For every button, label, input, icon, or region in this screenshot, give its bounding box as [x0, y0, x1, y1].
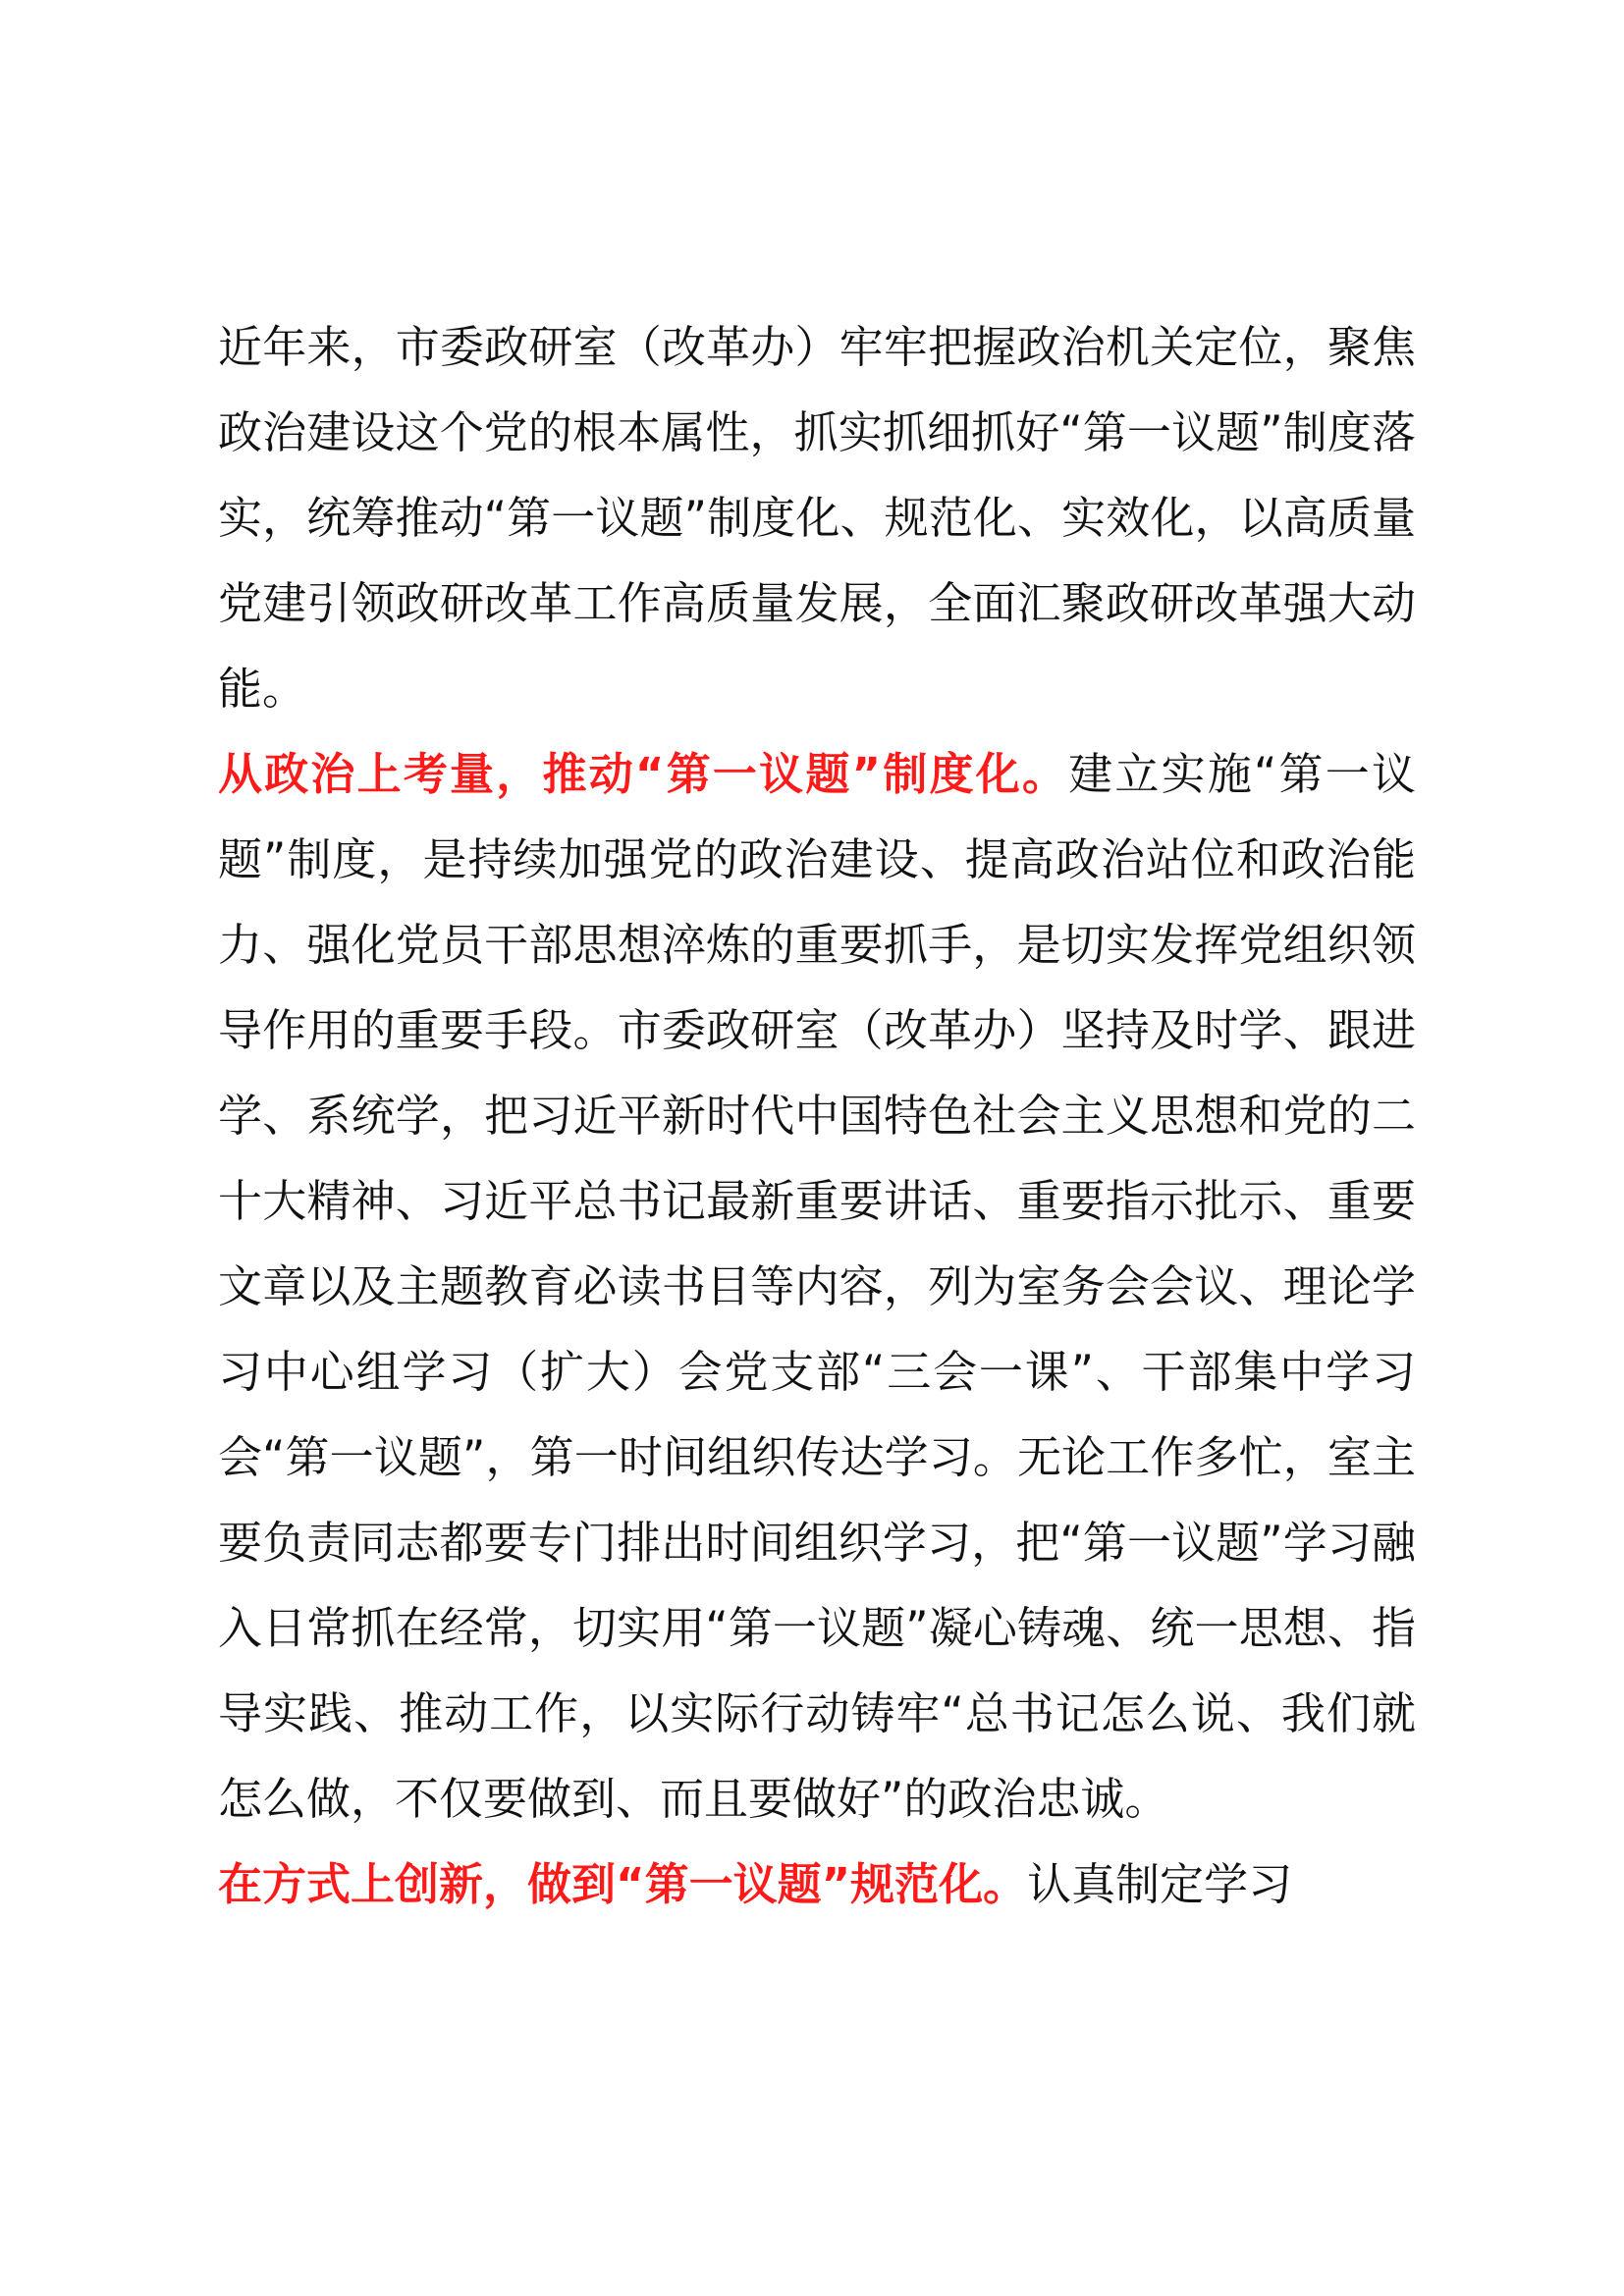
document-body	[218, 304, 1416, 1927]
section-heading: 在方式上创新，做到“第一议题”规范化。	[218, 1858, 1028, 1910]
paragraph-text: 近年来，市委政研室（改革办）牢牢把握政治机关定位，聚焦政治建设这个党的根本属性，抓实抓细抓好“第一议题”制度落实，统筹推动“第一议题”制度化、规范化、实效化，以高质量党建引领政研改革工作高质量发展，全面汇聚政研改革强大动能。	[218, 321, 1416, 715]
section-heading: 从政治上考量，推动“第一议题”制度化。	[218, 748, 1069, 800]
section-paragraph-standardization	[218, 1842, 1416, 1927]
intro-paragraph	[218, 304, 1416, 731]
section-paragraph-institutionalization	[218, 731, 1416, 1842]
paragraph-text: 认真制定学习	[1027, 1858, 1293, 1910]
paragraph-text: 建立实施“第一议题”制度，是持续加强党的政治建设、提高政治站位和政治能力、强化党员干部思想淬炼的重要抓手，是切实发挥党组织领导作用的重要手段。市委政研室（改革办）坚持及时学、跟进学、系统学，把习近平新时代中国特色社会主义思想和党的二十大精神、习近平总书记最新重要讲话、重要指示批示、重要文章以及主题教育必读书目等内容，列为室务会会议、理论学习中心组学习（扩大）会党支部“三会一课”、干部集中学习会“第一议题”，第一时间组织传达学习。无论工作多忙，室主要负责同志都要专门排出时间组织学习，把“第一议题”学习融入日常抓在经常，切实用“第一议题”凝心铸魂、统一思想、指导实践、推动工作，以实际行动铸牢“总书记怎么说、我们就怎么做，不仅要做到、而且要做好”的政治忠诚。	[218, 748, 1416, 1825]
